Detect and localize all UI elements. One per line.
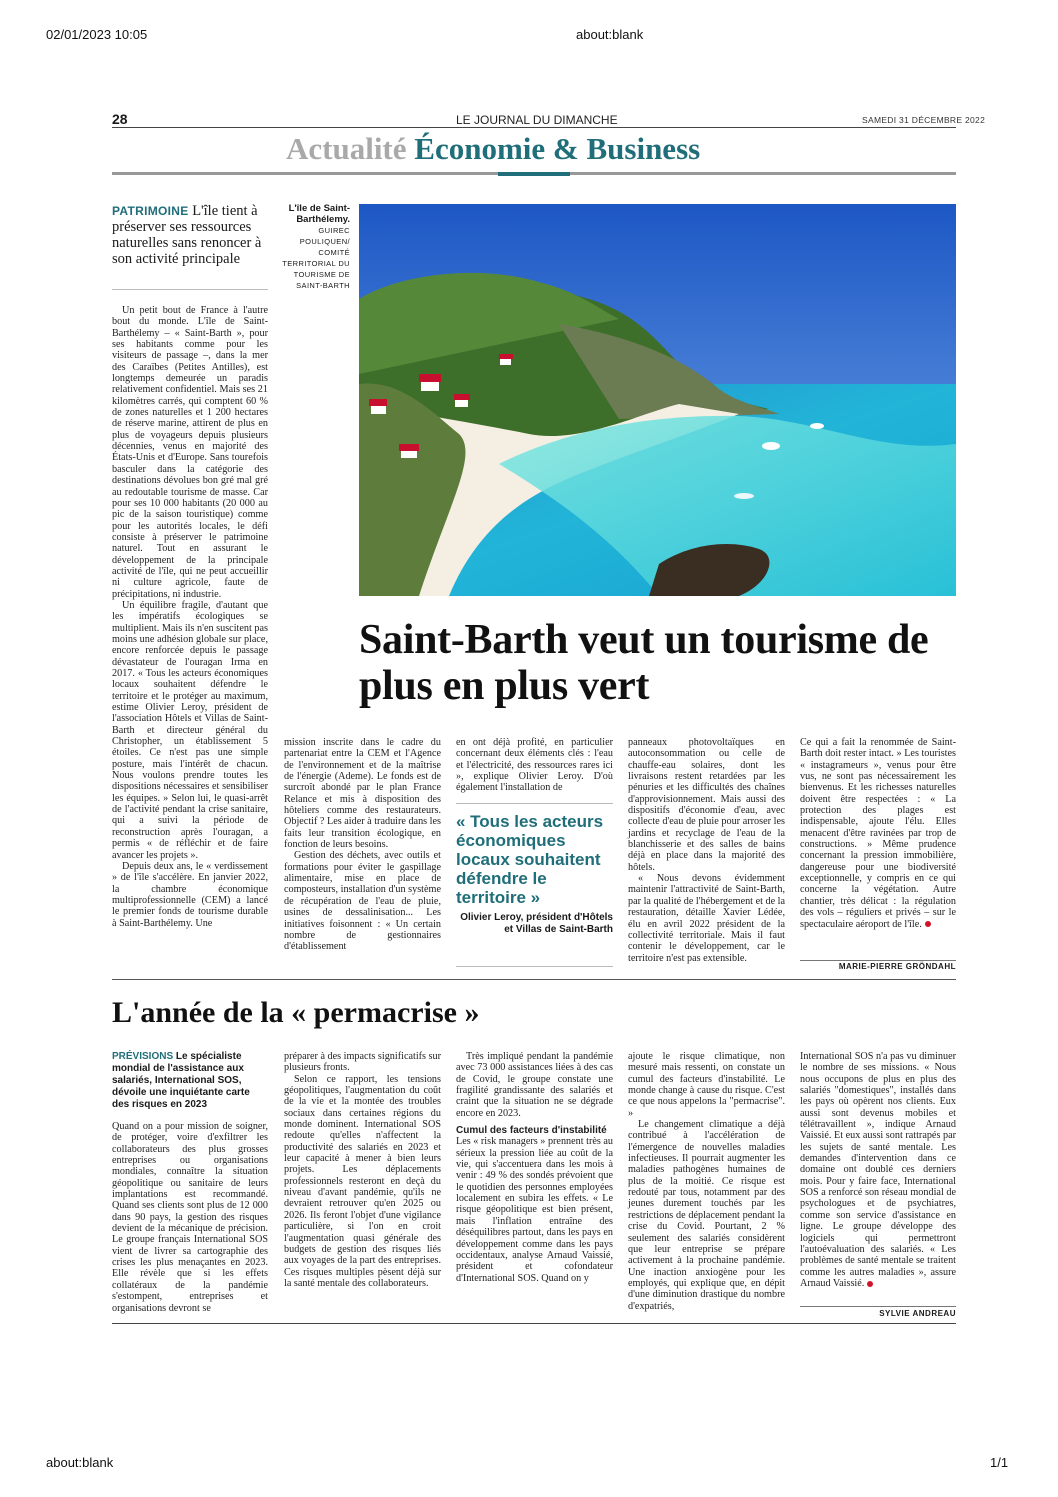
caption-credit: GUIREC POULIQUEN/ COMITÉ TERRITORIAL DU TOURISME DE SAINT-BARTH (282, 226, 350, 290)
end-mark-icon (867, 1281, 873, 1287)
paragraph: mission inscrite dans le cadre du partenariat entre la CEM et l'Agence de l'environnement et de la maîtrise de l'énergie (Ademe). Le fonds est de surcroît abondé par le plan France Relance et mis à disposition des hôteliers comme des restaurateurs. Objectif ? Les aider à traduire dans les faits leur transition écologique, en fonction de leurs besoins. (284, 737, 441, 851)
island-photo (359, 204, 956, 596)
section-label: Actualité (286, 131, 407, 166)
article1-headline: Saint-Barth veut un tourisme de plus en plus vert (359, 617, 929, 709)
paragraph (800, 737, 956, 930)
quote-bottom-rule (456, 966, 613, 967)
paragraph: Très impliqué pendant la pandémie avec 73 000 assistances liées à des cas de Covid, le groupe constate une fragilité grandissante des salariés et craint que la situation ne se dégrade encore en 2023. (456, 1051, 613, 1119)
paragraph: Gestion des déchets, avec outils et formations pour éviter le gaspillage alimentaire, mise en place de composteurs, installation d'un système de récupération de l'eau de pluie, usines de dessalinisation... Les initiatives foisonnent : « Un certain nombre de gestionnaires d'établissement (284, 850, 441, 953)
article2-kicker (112, 1051, 268, 1111)
paragraph: Un équilibre fragile, d'autant que les impératifs écologiques se multiplient. Mais ils n'en suscitent pas moins une adhésion globale sur place, encore renforcée depuis le passage dévastateur de l'ouragan Irma en 2017. « Tous les acteurs économiques locaux souhaitent défendre le territoire et le protéger au maximum, estime Olivier Leroy, président de l'association Hôtels et Villas de Saint-Barth et directeur général du Christopher, un établissement 5 étoiles. Ce n'est pas une simple posture, mais l'intérêt de chacun. Nous voulons prendre toutes les dispositions nécessaires et sensibiliser les équipes. » Selon lui, le quasi-arrêt de l'activité pendant la crise sanitaire, qui a suivi la période de reconstruction après l'ouragan, a permis « de réfléchir et de faire avancer les projets ». (112, 599, 268, 861)
article2-column-1 (112, 1121, 268, 1314)
print-title: about:blank (576, 27, 644, 42)
pull-quote: « Tous les acteurs économiques locaux souhaitent défendre le territoire » (456, 812, 604, 907)
section-accent (498, 172, 570, 176)
article1-byline: MARIE-PIERRE GRÖNDAHL (838, 962, 956, 971)
paragraph: Quand on a pour mission de soigner, de protéger, voire d'exfiltrer les collaborateurs des plus grosses entreprises ou organisations mondiales, connaître la situation géopolitique ou sanitaire de leurs implantations est recommandé. Quand ses clients sont plus de 12 000 dans 90 pays, la gestion des risques devient de la mécanique de précision. Le groupe français International SOS vient de livrer sa cartographie des crises les plus menaçantes en 2023. Elle révèle que si les effets collatéraux de la pandémie s'estompent, entreprises et organisations devront se (112, 1121, 268, 1314)
kicker-text: Le spécialiste mondial de l'assistance aux salariés, International SOS, dévoile une inquiétante carte des risques en 2023 (112, 1051, 250, 1110)
paragraph-text: International SOS n'a pas vu diminuer le nombre de ses missions. « Nous nous occupons de plus en plus des salariés "domestiques", installés dans les pays où opèrent nos clients. Eux aussi sont devenus mobiles et télétravaillent », indique Arnaud Vaissié. Et eux aussi sont rattrapés par les sujets de santé mentale. Les demandes d'intervention dans ce domaine ont doublé ces derniers mois. Pour y faire face, International SOS a renforcé son réseau mondial de psychologues et de psychiatres, comme son service d'assistance en ligne. Le groupe développe des logiciels qui permettront l'autoévaluation des salariés. « Les problèmes de santé mentale se traitent comme les autres maladies », assure Arnaud Vaissié. (800, 1051, 956, 1289)
section-title (286, 131, 700, 167)
article2-column-5 (800, 1051, 956, 1289)
paragraph: « Nous devons évidemment maintenir l'attractivité de Saint-Barth, par la qualité de l'hébergement et de la restauration, détaille Xavier Lédée, élu en avril 2022 président de la collectivité territoriale. Mais il faut contenir le développement, car le territoire n'est pas extensible. (628, 873, 785, 964)
page-number: 28 (112, 111, 128, 127)
print-page-count: 1/1 (990, 1455, 1009, 1470)
print-datetime: 02/01/2023 10:05 (46, 27, 148, 42)
kicker-text: L'île tient à préserver ses ressources naturelles sans renoncer à son activité principale (112, 203, 262, 267)
article1-column-3 (456, 737, 613, 794)
article1-column-4 (628, 737, 785, 964)
paper-name: LE JOURNAL DU DIMANCHE (456, 113, 618, 127)
article1-column-5 (800, 737, 956, 930)
print-url: about:blank (46, 1455, 114, 1470)
article2-column-4 (628, 1051, 785, 1312)
paragraph: préparer à des impacts significatifs sur plusieurs fronts. (284, 1051, 442, 1074)
paragraph: Les « risk managers » prennent très au sérieux la pression liée au coût de la vie, qui s'accentuera dans les mois à venir : 49 % des sondés prévoient que le quotidien des personnes employées localement en subira les effets. « Le risque géopolitique est bien présent, mais l'inflation entraîne des déséquilibres partout, dans les pays en développement comme dans les pays occidentaux, analyse Arnaud Vaissié, président et cofondateur d'International SOS. Quand on y (456, 1136, 614, 1284)
article2-column-2 (284, 1051, 441, 1289)
paragraph-text: Ce qui a fait la renommée de Saint-Barth doit rester intact. » Les touristes « instagrameurs », venus pour être vus, ne sont pas nécessairement les bienvenus. Et les richesses naturelles doivent être respectées : « La protection des plages est indispensable, ajoute l'élu. Elles menacent d'être ravinées par trop de constructions. » Même prudence concernant la pression immobilière, dangereuse pour une biodiversité exceptionnelle, y compris en ce qui concerne la végétation. Autre chantier, très délicat : la régulation des vols – réguliers et privés – sur le spectaculaire aéroport de l'île. (800, 737, 956, 930)
paragraph (800, 1051, 956, 1289)
article-separator (112, 979, 956, 980)
subheading: Cumul des facteurs d'instabilité (456, 1125, 607, 1137)
section-sublabel: Économie & Business (414, 131, 701, 166)
article1-column-1 (112, 305, 268, 929)
end-mark-icon (925, 921, 931, 927)
paragraph: en ont déjà profité, en particulier concernant deux éléments clés : l'eau et l'électricité, des ressources rares ici », explique Olivier Leroy. D'où également l'installation de (456, 737, 613, 794)
byline-rule (800, 1306, 956, 1307)
article2-headline: L'année de la « permacrise » (112, 996, 480, 1029)
paragraph: Un petit bout de France à l'autre bout du monde. L'île de Saint-Barthélemy – « Saint-Barth », pour ses habitants comme pour les visiteurs de passage –, dans la mer des Caraïbes (Petites Antilles), est longtemps demeurée un paradis relativement confidentiel. Mais ses 21 kilomètres carrés, qui comptent 60 % de zones naturelles et 1 200 hectares de réserve marine, attirent de plus en plus de voyageurs depuis plusieurs décennies, venus en majorité des États-Unis et d'Europe. Sans tourefois basculer dans la catégorie des destinations dévolues bon gré mal gré au redoutable tourisme de masse. Car pour ses 10 000 habitants (20 000 au pic de la saison touristique) comme pour les autorités locales, le défi consiste à préserver le patrimoine naturel. Tout en assurant le développement de la principale activité de l'île, qui ne peut accueillir ni culture agricole, faute de précipitations, ni industrie. (112, 305, 268, 600)
article1-column-2 (284, 737, 441, 953)
page-bottom-rule (112, 1323, 956, 1324)
caption-title: L'île de Saint-Barthélemy. (288, 203, 350, 225)
quote-attribution: Olivier Leroy, président d'Hôtels et Villas de Saint-Barth (460, 912, 613, 935)
kicker-rule (112, 289, 268, 290)
kicker-label: PATRIMOINE (112, 204, 189, 218)
issue-date: SAMEDI 31 DÉCEMBRE 2022 (862, 115, 986, 125)
article2-column-3 (456, 1051, 613, 1284)
masthead-rule (112, 127, 956, 128)
paragraph: ajoute le risque climatique, non mesuré mais ressenti, on constate un cumul des facteurs d'instabilité. Le monde change à cause du risque. C'est ce que nous appelons la "permacrise". » (628, 1051, 785, 1119)
quote-top-rule (456, 803, 613, 804)
photo-caption (282, 203, 350, 291)
paragraph: Depuis deux ans, le « verdissement » de l'île s'accélère. En janvier 2022, la chambre économique multiprofessionnelle (CEM) a lancé le premier fonds de tourisme durable à Saint-Barthélemy. Une (112, 860, 268, 929)
paragraph: Le changement climatique a déjà contribué à l'accélération de l'émergence de nouvelles maladies infectieuses. Il pourrait augmenter les maladies pathogènes humaines de plus de la moitié. Ce risque est redouté par tous, notamment par des jeunes durement touchés par les restrictions de déplacement pendant la crise du Covid. Pourtant, 2 % seulement des salariés considèrent que leur entreprise se prépare activement à la prochaine pandémie. Une inaction anxiogène pour les employés, qui explique que, en dépit d'une diminution drastique du nombre d'expatriés, (628, 1119, 785, 1312)
kicker-label: PRÉVISIONS (112, 1051, 174, 1062)
byline-rule (800, 960, 956, 961)
paragraph: Selon ce rapport, les tensions géopolitiques, l'augmentation du coût de la vie et la montée des troubles sociaux dans certaines régions du monde dominent. International SOS redoute qu'elles n'affectent la productivité des salariés en 2023 et leur capacité à mener à bien leurs projets. Les déplacements professionnels resteront en deçà du niveau d'avant pandémie, qu'ils ne devraient retrouver qu'en 2025 ou 2026. Ils feront l'objet d'une vigilance particulière, si l'on en croit l'augmentation quasi générale des budgets de gestion des risques liés aux voyages de la part des entreprises. Ces risques multiples pèsent déjà sur la santé mentale des collaborateurs. (284, 1073, 441, 1289)
paragraph: panneaux photovoltaïques en autoconsommation ou celle de chauffe-eau solaires, dont les livraisons restent retardées par les pénuries et les difficultés des chaînes d'approvisionnement. Mais aussi des dispositifs d'économie d'eau, avec collecte d'eau de pluie pour arroser les jardins et recyclage de l'eau de la blanchisserie et des salles de bains déjà en place dans la majorité des hôtels. (628, 737, 785, 873)
article1-kicker (112, 203, 268, 267)
article2-byline: SYLVIE ANDREAU (879, 1309, 956, 1318)
